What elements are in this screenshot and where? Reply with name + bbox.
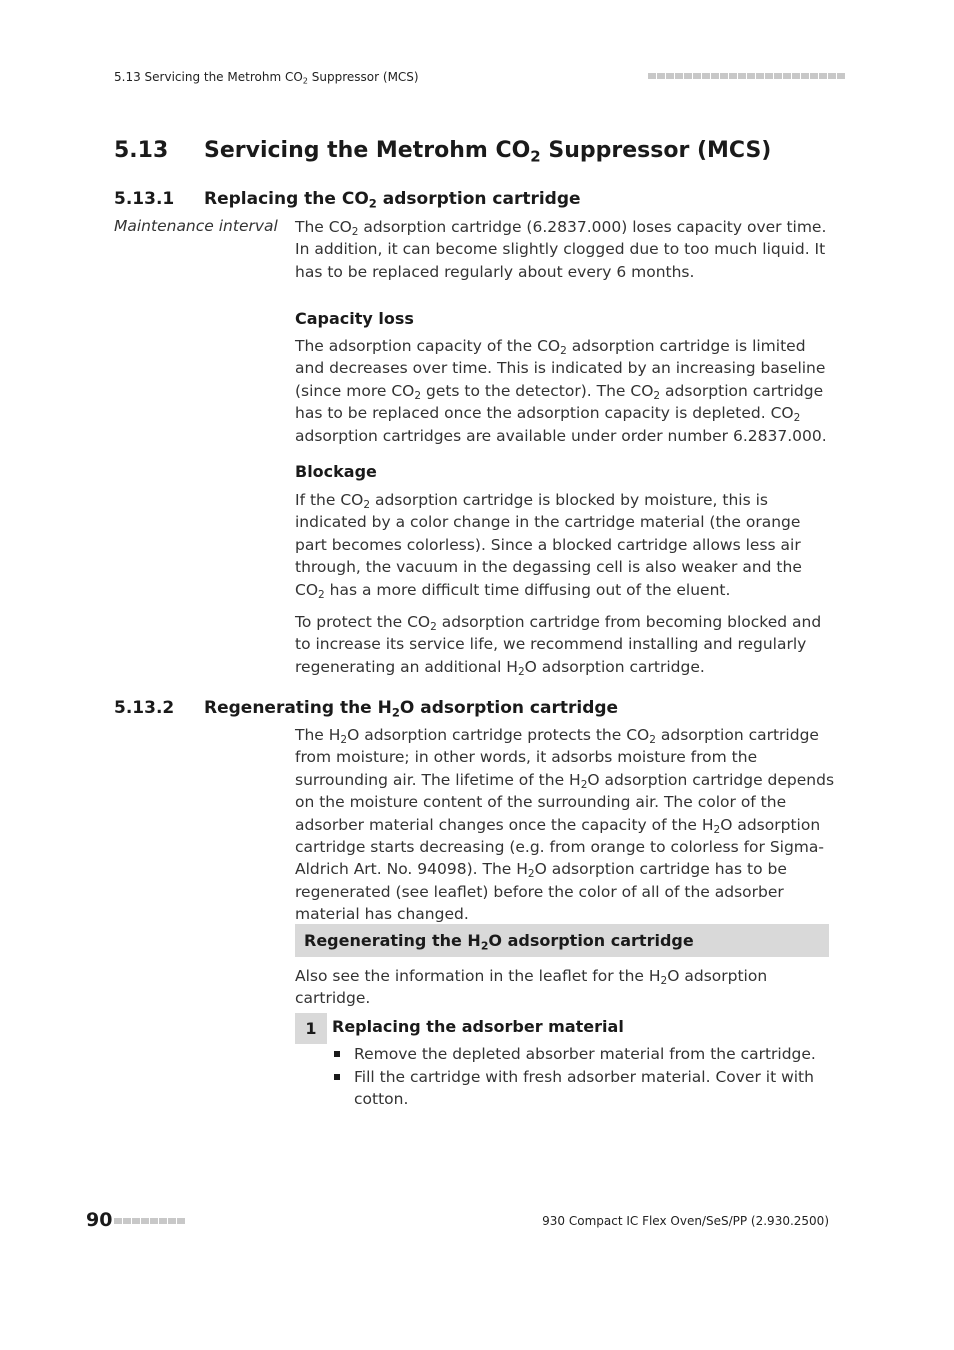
heading-blockage: Blockage (295, 462, 377, 481)
list-item: Remove the depleted absorber material from the cartridge. (334, 1043, 824, 1065)
footer-product-name: 930 Compact IC Flex Oven/SeS/PP (2.930.2500) (542, 1214, 829, 1228)
paragraph-maintenance-intro: The $CO_2$ adsorption cartridge (6.2837.000) loses capacity over time. In addition, it can become slightly clogged due to too much liquid. It has to be replaced regularly about every 6 months. (295, 218, 827, 281)
heading-capacity-loss: Capacity loss (295, 309, 414, 328)
running-header: 5.13 Servicing the Metrohm $CO_2$ Suppressor (MCS) (114, 70, 419, 86)
step-title: Replacing the adsorber material (332, 1017, 624, 1036)
header-decoration (648, 73, 845, 79)
list-item: Fill the cartridge with fresh adsorber material. Cover it with cotton. (334, 1066, 824, 1111)
paragraph-blockage: If the $CO_2$ adsorption cartridge is blocked by moisture, this is indicated by a color change in the cartridge material (the orange part becomes colorless). Since a blocked cartridge allows less air through, the vacuum in the degassing cell is also weaker and the $CO_2$ has a more difficult time diffusing out of the eluent. (295, 491, 802, 601)
side-label-maintenance-interval: Maintenance interval (114, 217, 278, 235)
paragraph-protect: To protect the $CO_2$ adsorption cartridge from becoming blocked and to increase its service life, we recommend installing and regularly regenerating an additional $H_2O$ adsorption cartridge. (295, 613, 822, 678)
procedure-title-bar: Regenerating the $H_2O$ adsorption cartridge (295, 924, 829, 957)
step-number-badge: 1 (295, 1013, 327, 1044)
bullet-square-icon (334, 1051, 340, 1057)
footer-decoration (114, 1218, 185, 1224)
section-heading-5-13: 5.13 Servicing the Metrohm $CO_2$ Suppressor (MCS) (114, 138, 772, 166)
subsection-heading-5-13-1: 5.13.1 Replacing the $CO_2$ adsorption cartridge (114, 189, 581, 211)
paragraph-leaflet: Also see the information in the leaflet for the $H_2O$ adsorption cartridge. (295, 967, 768, 1008)
subsection-heading-5-13-2: 5.13.2 Regenerating the $H_2O$ adsorption cartridge (114, 698, 619, 720)
paragraph-h2o-intro: The $H_2O$ adsorption cartridge protects the $CO_2$ adsorption cartridge from moisture; in other words, it adsorbs moisture from the surrounding air. The lifetime of the $H_2O$ adsorption cartridge depends on the moisture content of the surrounding air. The color of the adsorber material changes once the capacity of the $H_2O$ adsorption cartridge starts decreasing (e.g. from orange to colorless for Sigma-Aldrich Art. No. 94098). The $H_2O$ adsorption cartridge has to be regenerated (see leaflet) before the color of all of the adsorber material has changed. (295, 726, 835, 924)
bullet-square-icon (334, 1074, 340, 1080)
page-number: 90 (86, 1209, 113, 1231)
paragraph-capacity-loss: The adsorption capacity of the $CO_2$ adsorption cartridge is limited and decreases over time. This is indicated by an increasing baseline (since more $CO_2$ gets to the detector). The $CO_2$ adsorption cartridge has to be replaced once the adsorption capacity is depleted. $CO_2$ adsorption cartridges are available under order number 6.2837.000. (295, 337, 827, 445)
